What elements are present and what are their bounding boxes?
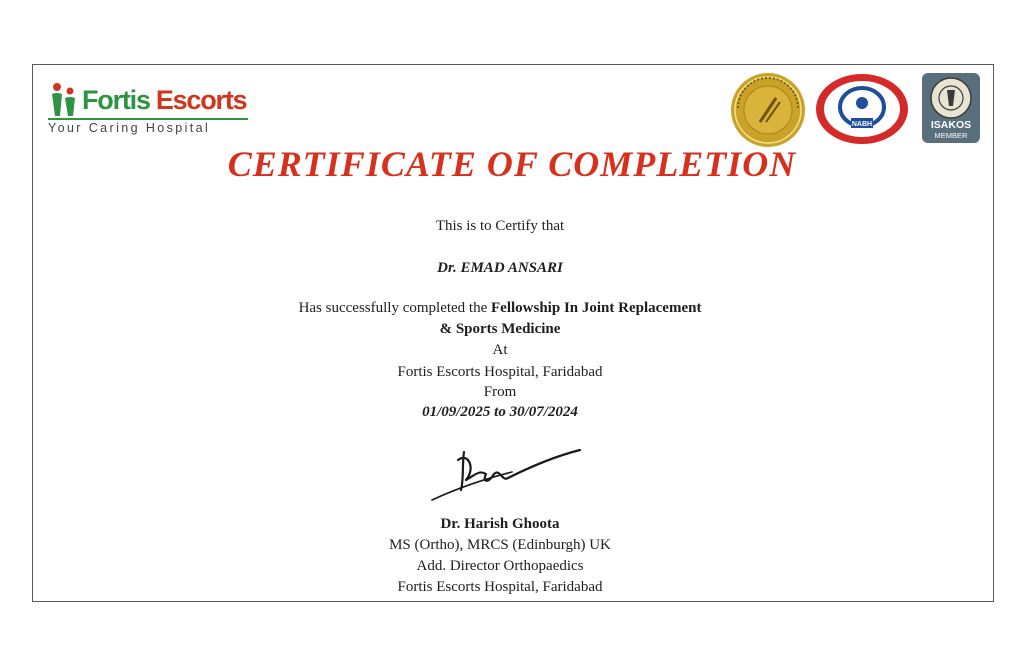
nabh-seal-text: NABH [851, 121, 873, 128]
isakos-badge-text: ISAKOS [930, 119, 972, 131]
recipient-name: Dr. EMAD ANSARI [437, 260, 563, 276]
completion-line [0, 298, 1000, 318]
certificate-title: CERTIFICATE OF COMPLETION [227, 144, 797, 184]
logo-escorts-text: Escorts [155, 85, 247, 115]
isakos-member-badge [921, 72, 981, 144]
completion-prefix: Has successfully completed the [298, 300, 488, 316]
from-label: From [483, 384, 517, 400]
logo-wordmark [82, 82, 246, 118]
certify-intro: This is to Certify that [435, 218, 565, 234]
signatory-name: Dr. Harish Ghoota [440, 516, 560, 532]
signatory-position: Add. Director Orthopaedics [416, 558, 584, 574]
signatory-institution: Fortis Escorts Hospital, Faridabad [397, 579, 603, 595]
nabh-accreditation-seal [815, 73, 909, 145]
fortis-people-icon [48, 82, 78, 118]
logo-fortis-text: Fortis [82, 85, 150, 115]
isakos-member-text: MEMBER [934, 131, 968, 140]
logo-underline [48, 118, 248, 120]
logo-tagline: Your Caring Hospital [48, 121, 211, 135]
date-range: 01/09/2025 to 30/07/2024 [422, 404, 578, 420]
handwritten-signature [428, 444, 588, 504]
jci-accreditation-seal [730, 72, 806, 148]
program-name-line1: Fellowship In Joint Replacement [491, 300, 702, 316]
signatory-qualifications: MS (Ortho), MRCS (Edinburgh) UK [389, 537, 611, 553]
fortis-escorts-logo [48, 80, 253, 138]
at-label: At [492, 342, 508, 358]
program-name-line2: & Sports Medicine [439, 321, 561, 337]
training-location: Fortis Escorts Hospital, Faridabad [397, 364, 603, 380]
